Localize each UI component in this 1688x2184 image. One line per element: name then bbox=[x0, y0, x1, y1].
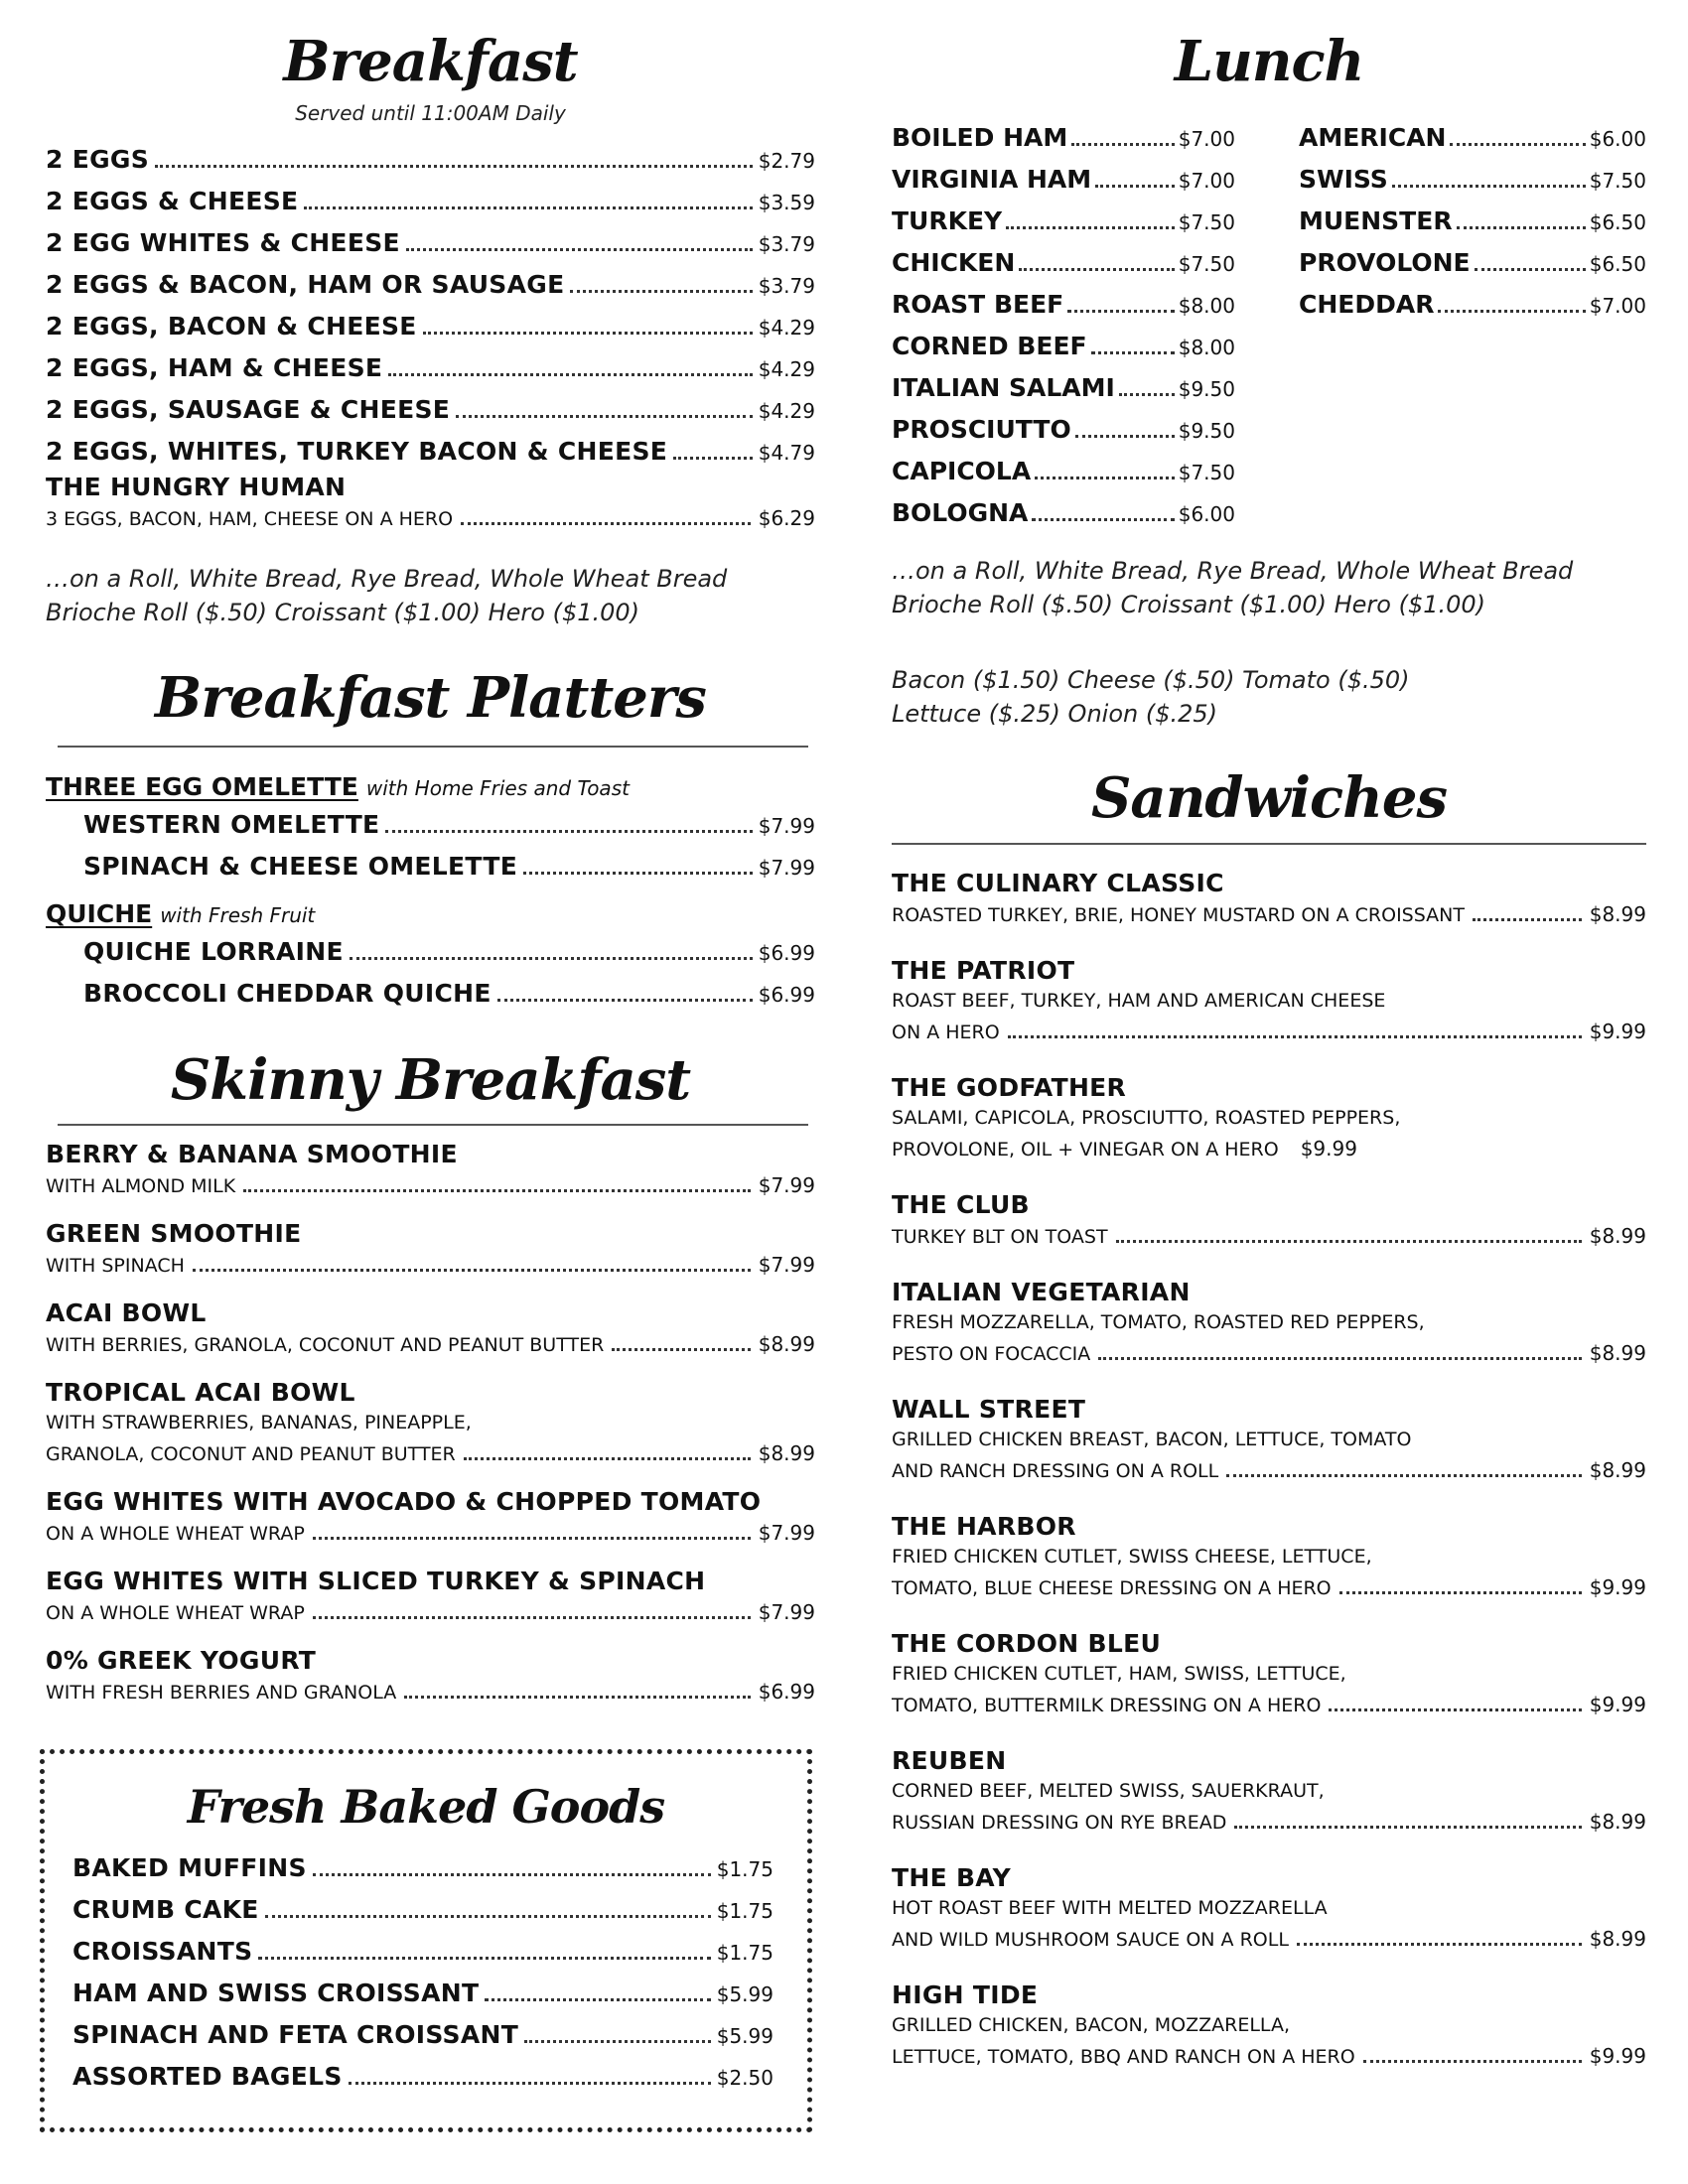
item-price: $8.00 bbox=[1178, 336, 1235, 359]
menu-item bbox=[892, 1746, 1646, 1840]
item-name: THE HUNGRY HUMAN bbox=[46, 473, 347, 501]
item-desc: GRANOLA, COCONUT AND PEANUT BUTTER bbox=[46, 1443, 456, 1465]
item-name: MUENSTER bbox=[1299, 206, 1453, 235]
divider bbox=[58, 1124, 808, 1126]
dot-leader bbox=[524, 2040, 711, 2043]
menu-item bbox=[892, 1278, 1646, 1371]
dot-leader bbox=[388, 373, 752, 376]
breakfast-list bbox=[46, 145, 815, 478]
menu-item bbox=[46, 1646, 815, 1709]
meat-item bbox=[892, 290, 1235, 332]
item-price: $7.00 bbox=[1178, 127, 1235, 151]
bread-note-line: …on a Roll, White Bread, Rye Bread, Whole Wheat Bread bbox=[892, 557, 1574, 585]
item-name: 2 EGGS & CHEESE bbox=[46, 187, 299, 215]
dot-leader bbox=[1095, 185, 1175, 188]
dot-leader bbox=[155, 165, 753, 168]
dot-leader bbox=[1457, 226, 1586, 229]
menu-item bbox=[892, 1073, 1646, 1166]
dot-leader bbox=[1075, 435, 1175, 438]
dot-leader bbox=[1006, 226, 1175, 229]
dot-leader bbox=[404, 1696, 751, 1699]
menu-item bbox=[83, 979, 815, 1021]
dot-leader bbox=[673, 457, 753, 460]
item-desc: FRIED CHICKEN CUTLET, HAM, SWISS, LETTUCE, bbox=[892, 1663, 1346, 1685]
item-name: 2 EGGS, WHITES, TURKEY BACON & CHEESE bbox=[46, 437, 668, 466]
menu-item bbox=[892, 1629, 1646, 1722]
dot-leader bbox=[1475, 268, 1586, 271]
menu-item bbox=[892, 1512, 1646, 1605]
group-title: QUICHE bbox=[46, 899, 153, 928]
item-price: $8.99 bbox=[1589, 1341, 1646, 1365]
item-name: THE BAY bbox=[892, 1863, 1011, 1892]
dot-leader bbox=[1438, 310, 1585, 313]
item-name: 2 EGG WHITES & CHEESE bbox=[46, 228, 400, 257]
menu-item bbox=[72, 2020, 774, 2062]
item-price: $7.99 bbox=[758, 1253, 815, 1277]
dot-leader bbox=[1339, 1591, 1582, 1594]
item-price: $3.79 bbox=[758, 274, 815, 298]
item-desc: GRILLED CHICKEN, BACON, MOZZARELLA, bbox=[892, 2014, 1290, 2036]
item-name: 2 EGGS bbox=[46, 145, 150, 174]
dot-leader bbox=[1019, 268, 1174, 271]
skinny-title: Skinny Breakfast bbox=[170, 1047, 691, 1113]
menu-item bbox=[83, 810, 815, 852]
dot-leader bbox=[304, 206, 752, 209]
dot-leader bbox=[1098, 1357, 1581, 1360]
item-price: $9.99 bbox=[1589, 1020, 1646, 1043]
menu-item bbox=[46, 145, 815, 187]
dot-leader bbox=[1091, 351, 1175, 354]
meat-item bbox=[892, 332, 1235, 373]
item-desc: TURKEY BLT ON TOAST bbox=[892, 1226, 1108, 1248]
item-name: CROISSANTS bbox=[72, 1937, 253, 1966]
menu-item bbox=[46, 1219, 815, 1283]
item-price: $9.50 bbox=[1178, 419, 1235, 443]
item-desc: ON A WHOLE WHEAT WRAP bbox=[46, 1523, 305, 1545]
quiche-head bbox=[46, 899, 815, 937]
meat-item bbox=[892, 373, 1235, 415]
menu-item bbox=[892, 1190, 1646, 1254]
item-desc: PESTO ON FOCACCIA bbox=[892, 1343, 1091, 1365]
item-name: 2 EGGS, SAUSAGE & CHEESE bbox=[46, 395, 451, 424]
dot-leader bbox=[313, 1873, 711, 1876]
item-name: TROPICAL ACAI BOWL bbox=[46, 1378, 355, 1407]
menu-item bbox=[72, 1895, 774, 1937]
cheese-item bbox=[1299, 123, 1646, 165]
item-name: WESTERN OMELETTE bbox=[83, 810, 380, 839]
meat-item bbox=[892, 457, 1235, 498]
item-name: AMERICAN bbox=[1299, 123, 1447, 152]
cheese-item bbox=[1299, 290, 1646, 332]
skinny-list bbox=[46, 1140, 815, 1725]
omelette-list bbox=[46, 810, 815, 893]
menu-item bbox=[46, 1487, 815, 1551]
item-name: CHEDDAR bbox=[1299, 290, 1435, 319]
item-desc: WITH SPINACH bbox=[46, 1255, 185, 1277]
item-desc-row bbox=[46, 1600, 815, 1630]
item-price: $5.99 bbox=[716, 2024, 774, 2048]
dot-leader bbox=[258, 1957, 710, 1960]
item-desc-row bbox=[892, 1575, 1646, 1605]
extras-line: Bacon ($1.50) Cheese ($.50) Tomato ($.50) bbox=[892, 666, 1410, 694]
item-price: $8.99 bbox=[1589, 1458, 1646, 1482]
dot-leader bbox=[1071, 143, 1175, 146]
item-price: $9.50 bbox=[1178, 377, 1235, 401]
item-desc-row bbox=[46, 1332, 815, 1362]
item-price: $6.99 bbox=[758, 1680, 815, 1704]
item-desc-row bbox=[892, 2044, 1646, 2074]
meat-item bbox=[892, 165, 1235, 206]
bread-note-line: Brioche Roll ($.50) Croissant ($1.00) Hero ($1.00) bbox=[892, 591, 1486, 618]
menu-item bbox=[46, 1567, 815, 1630]
platters-section bbox=[46, 665, 815, 731]
item-price: $2.79 bbox=[758, 149, 815, 173]
item-desc: ROAST BEEF, TURKEY, HAM AND AMERICAN CHEESE bbox=[892, 990, 1386, 1012]
item-desc: WITH ALMOND MILK bbox=[46, 1175, 236, 1197]
item-name: 0% GREEK YOGURT bbox=[46, 1646, 317, 1675]
dot-leader bbox=[1297, 1943, 1582, 1946]
menu-item bbox=[46, 270, 815, 312]
item-price: $4.29 bbox=[758, 357, 815, 381]
dot-leader bbox=[1226, 1474, 1582, 1477]
item-price: $6.29 bbox=[758, 506, 815, 530]
item-price: $4.29 bbox=[758, 316, 815, 340]
item-desc-row bbox=[46, 1680, 815, 1709]
item-desc: CORNED BEEF, MELTED SWISS, SAUERKRAUT, bbox=[892, 1780, 1325, 1802]
item-name: QUICHE LORRAINE bbox=[83, 937, 344, 966]
baked-goods-box bbox=[40, 1749, 812, 2132]
item-price: $8.99 bbox=[1589, 1810, 1646, 1834]
meat-item bbox=[892, 123, 1235, 165]
item-name: WALL STREET bbox=[892, 1395, 1086, 1424]
lunch-grid bbox=[892, 123, 1646, 540]
item-name: THE CULINARY CLASSIC bbox=[892, 869, 1224, 897]
sandwiches-section bbox=[892, 765, 1646, 831]
menu-item bbox=[83, 937, 815, 979]
lunch-title: Lunch bbox=[1174, 29, 1364, 94]
item-desc: ON A WHOLE WHEAT WRAP bbox=[46, 1602, 305, 1624]
item-name: HIGH TIDE bbox=[892, 1980, 1039, 2009]
baked-title: Fresh Baked Goods bbox=[187, 1780, 665, 1834]
dot-leader bbox=[423, 332, 753, 335]
dot-leader bbox=[523, 872, 753, 875]
item-price: $7.99 bbox=[758, 856, 815, 880]
item-desc-row bbox=[892, 1224, 1646, 1254]
meat-item bbox=[892, 206, 1235, 248]
cheeses-list bbox=[1299, 123, 1646, 540]
item-price: $7.50 bbox=[1178, 210, 1235, 234]
item-desc: TOMATO, BLUE CHEESE DRESSING ON A HERO bbox=[892, 1577, 1332, 1599]
item-desc: ON A HERO bbox=[892, 1022, 1000, 1043]
item-name: BAKED MUFFINS bbox=[72, 1853, 307, 1882]
breakfast-title: Breakfast bbox=[283, 29, 578, 94]
menu-item bbox=[892, 1980, 1646, 2074]
item-desc-row bbox=[892, 1020, 1646, 1049]
item-name: THE GODFATHER bbox=[892, 1073, 1127, 1102]
menu-item bbox=[892, 1863, 1646, 1957]
item-desc: WITH STRAWBERRIES, BANANAS, PINEAPPLE, bbox=[46, 1412, 472, 1433]
sandwich-list bbox=[892, 869, 1646, 2098]
item-desc: WITH FRESH BERRIES AND GRANOLA bbox=[46, 1682, 397, 1704]
menu-item bbox=[46, 312, 815, 353]
dot-leader bbox=[570, 290, 752, 293]
item-desc-row bbox=[892, 1137, 1646, 1166]
item-price: $7.50 bbox=[1178, 252, 1235, 276]
item-name: REUBEN bbox=[892, 1746, 1007, 1775]
menu-item bbox=[46, 1140, 815, 1203]
item-name: EGG WHITES WITH SLICED TURKEY & SPINACH bbox=[46, 1567, 706, 1595]
item-desc-row bbox=[892, 1693, 1646, 1722]
item-price: $1.75 bbox=[716, 1941, 774, 1965]
dot-leader bbox=[406, 248, 753, 251]
item-name: HAM AND SWISS CROISSANT bbox=[72, 1979, 480, 2007]
item-price: $2.50 bbox=[716, 2066, 774, 2090]
dot-leader bbox=[456, 415, 753, 418]
item-desc: TOMATO, BUTTERMILK DRESSING ON A HERO bbox=[892, 1695, 1322, 1716]
dot-leader bbox=[464, 1457, 751, 1460]
dot-leader bbox=[497, 999, 753, 1002]
dot-leader bbox=[1116, 1240, 1582, 1243]
quiche-list bbox=[46, 937, 815, 1021]
item-name: BROCCOLI CHEDDAR QUICHE bbox=[83, 979, 492, 1008]
item-name: BERRY & BANANA SMOOTHIE bbox=[46, 1140, 458, 1168]
menu-item bbox=[46, 187, 815, 228]
item-desc: GRILLED CHICKEN BREAST, BACON, LETTUCE, TOMATO bbox=[892, 1429, 1412, 1450]
dot-leader bbox=[1119, 393, 1175, 396]
item-name: ITALIAN SALAMI bbox=[892, 373, 1115, 402]
cheese-item bbox=[1299, 248, 1646, 290]
item-name: BOILED HAM bbox=[892, 123, 1068, 152]
item-price: $4.79 bbox=[758, 441, 815, 465]
item-price: $6.99 bbox=[758, 983, 815, 1007]
item-desc-row bbox=[892, 1927, 1646, 1957]
item-name: THE CORDON BLEU bbox=[892, 1629, 1162, 1658]
lunch-extras-note bbox=[892, 663, 1410, 731]
menu-item bbox=[892, 1395, 1646, 1488]
item-price: $6.99 bbox=[758, 941, 815, 965]
menu-item bbox=[72, 1937, 774, 1979]
item-price: $3.79 bbox=[758, 232, 815, 256]
item-price: $6.00 bbox=[1589, 127, 1646, 151]
item-desc: AND RANCH DRESSING ON A ROLL bbox=[892, 1460, 1219, 1482]
item-price: $7.00 bbox=[1178, 169, 1235, 193]
item-desc: HOT ROAST BEEF WITH MELTED MOZZARELLA bbox=[892, 1897, 1328, 1919]
item-price: $5.99 bbox=[716, 1982, 774, 2006]
omelette-head bbox=[46, 772, 815, 810]
meat-item bbox=[892, 248, 1235, 290]
item-name: EGG WHITES WITH AVOCADO & CHOPPED TOMATO bbox=[46, 1487, 762, 1516]
item-desc-row bbox=[46, 1441, 815, 1471]
dot-leader bbox=[1032, 518, 1174, 521]
dot-leader bbox=[1363, 2060, 1582, 2063]
dot-leader bbox=[243, 1189, 751, 1192]
group-title: THREE EGG OMELETTE bbox=[46, 772, 358, 801]
dot-leader bbox=[1035, 477, 1175, 479]
baked-list bbox=[45, 1853, 807, 2104]
item-desc: FRESH MOZZARELLA, TOMATO, ROASTED RED PEPPERS, bbox=[892, 1311, 1425, 1333]
menu-item bbox=[892, 869, 1646, 932]
item-price: $1.75 bbox=[716, 1899, 774, 1923]
dot-leader bbox=[349, 2082, 711, 2085]
item-desc-row bbox=[892, 1810, 1646, 1840]
item-desc: AND WILD MUSHROOM SAUCE ON A ROLL bbox=[892, 1929, 1289, 1951]
item-desc: RUSSIAN DRESSING ON RYE BREAD bbox=[892, 1812, 1227, 1834]
cheese-item bbox=[1299, 165, 1646, 206]
item-name: ITALIAN VEGETARIAN bbox=[892, 1278, 1191, 1306]
item-price: $7.99 bbox=[758, 1600, 815, 1624]
item-price: $9.99 bbox=[1589, 1693, 1646, 1716]
dot-leader bbox=[1067, 310, 1175, 313]
dot-leader bbox=[1234, 1826, 1581, 1829]
dot-leader bbox=[1392, 185, 1586, 188]
dot-leader bbox=[612, 1348, 750, 1351]
item-price: $6.50 bbox=[1589, 252, 1646, 276]
item-desc-row bbox=[892, 1341, 1646, 1371]
item-desc: FRIED CHICKEN CUTLET, SWISS CHEESE, LETTUCE, bbox=[892, 1546, 1372, 1568]
group-with: with Home Fries and Toast bbox=[365, 776, 630, 800]
menu-item bbox=[72, 1853, 774, 1895]
item-price: $7.50 bbox=[1178, 461, 1235, 484]
cheese-item bbox=[1299, 206, 1646, 248]
breakfast-subtitle: Served until 11:00AM Daily bbox=[295, 101, 566, 125]
skinny-section bbox=[46, 1047, 815, 1113]
quiche-group bbox=[46, 899, 815, 1021]
item-name: 2 EGGS, HAM & CHEESE bbox=[46, 353, 383, 382]
item-price: $7.50 bbox=[1589, 169, 1646, 193]
item-price: $9.99 bbox=[1589, 1575, 1646, 1599]
menu-item bbox=[72, 2062, 774, 2104]
item-desc: SALAMI, CAPICOLA, PROSCIUTTO, ROASTED PEPPERS, bbox=[892, 1107, 1401, 1129]
item-price: $4.29 bbox=[758, 399, 815, 423]
lunch-bread-note bbox=[892, 554, 1573, 621]
item-price: $7.99 bbox=[758, 814, 815, 838]
item-name: SWISS bbox=[1299, 165, 1388, 194]
item-price: $8.99 bbox=[1589, 902, 1646, 926]
item-name: SPINACH & CHEESE OMELETTE bbox=[83, 852, 518, 881]
item-name: ROAST BEEF bbox=[892, 290, 1064, 319]
dot-leader bbox=[1473, 918, 1582, 921]
item-name: TURKEY bbox=[892, 206, 1003, 235]
item-desc: PROVOLONE, OIL + VINEGAR ON A HERO bbox=[892, 1139, 1279, 1160]
item-desc-row bbox=[892, 902, 1646, 932]
menu-item bbox=[46, 1378, 815, 1471]
item-price: $9.99 bbox=[1589, 2044, 1646, 2068]
menu-item bbox=[46, 353, 815, 395]
hungry-human bbox=[46, 473, 815, 536]
omelette-group bbox=[46, 772, 815, 893]
item-price: $8.00 bbox=[1178, 294, 1235, 318]
item-price: $8.99 bbox=[1589, 1927, 1646, 1951]
item-desc-row bbox=[46, 506, 815, 536]
menu-item bbox=[46, 1298, 815, 1362]
item-price: $8.99 bbox=[758, 1441, 815, 1465]
dot-leader bbox=[461, 522, 751, 525]
menu-item bbox=[83, 852, 815, 893]
item-name: 2 EGGS, BACON & CHEESE bbox=[46, 312, 417, 341]
lunch-section bbox=[892, 29, 1646, 94]
item-name: CHICKEN bbox=[892, 248, 1016, 277]
dot-leader bbox=[1329, 1708, 1581, 1711]
bread-note-line: Brioche Roll ($.50) Croissant ($1.00) Hero ($1.00) bbox=[46, 599, 640, 626]
item-name: ASSORTED BAGELS bbox=[72, 2062, 343, 2091]
item-name: CRUMB CAKE bbox=[72, 1895, 259, 1924]
dot-leader bbox=[1450, 143, 1585, 146]
item-name: CAPICOLA bbox=[892, 457, 1032, 485]
menu-item bbox=[72, 1979, 774, 2020]
dot-leader bbox=[1008, 1035, 1582, 1038]
item-name: GREEN SMOOTHIE bbox=[46, 1219, 302, 1248]
divider bbox=[58, 746, 808, 748]
item-price: $9.99 bbox=[1300, 1137, 1357, 1160]
dot-leader bbox=[485, 1998, 710, 2001]
item-desc: WITH BERRIES, GRANOLA, COCONUT AND PEANUT BUTTER bbox=[46, 1334, 605, 1356]
meat-item bbox=[892, 415, 1235, 457]
extras-line: Lettuce ($.25) Onion ($.25) bbox=[892, 700, 1218, 728]
meat-item bbox=[892, 498, 1235, 540]
dot-leader bbox=[385, 830, 752, 833]
item-price: $7.99 bbox=[758, 1173, 815, 1197]
item-name: ACAI BOWL bbox=[46, 1298, 207, 1327]
item-price: $3.59 bbox=[758, 191, 815, 214]
dot-leader bbox=[313, 1616, 751, 1619]
item-desc: ROASTED TURKEY, BRIE, HONEY MUSTARD ON A CROISSANT bbox=[892, 904, 1465, 926]
item-name: PROSCIUTTO bbox=[892, 415, 1071, 444]
item-desc: 3 EGGS, BACON, HAM, CHEESE ON A HERO bbox=[46, 508, 454, 530]
item-name: THE PATRIOT bbox=[892, 956, 1075, 985]
item-name: BOLOGNA bbox=[892, 498, 1029, 527]
item-price: $8.99 bbox=[758, 1332, 815, 1356]
item-desc-row bbox=[46, 1173, 815, 1203]
item-name: CORNED BEEF bbox=[892, 332, 1087, 360]
dot-leader bbox=[350, 957, 753, 960]
platters-title: Breakfast Platters bbox=[155, 665, 706, 731]
bread-note-line: …on a Roll, White Bread, Rye Bread, Whole Wheat Bread bbox=[46, 565, 728, 593]
breakfast-section bbox=[46, 29, 815, 125]
item-name: VIRGINIA HAM bbox=[892, 165, 1092, 194]
sandwiches-title: Sandwiches bbox=[1090, 765, 1448, 831]
item-price: $6.00 bbox=[1178, 502, 1235, 526]
item-name: THE CLUB bbox=[892, 1190, 1030, 1219]
item-price: $7.99 bbox=[758, 1521, 815, 1545]
item-desc-row bbox=[46, 1253, 815, 1283]
item-price: $8.99 bbox=[1589, 1224, 1646, 1248]
item-desc-row bbox=[46, 1521, 815, 1551]
dot-leader bbox=[265, 1915, 711, 1918]
dot-leader bbox=[313, 1537, 751, 1540]
breakfast-bread-note bbox=[46, 562, 727, 629]
menu-item bbox=[892, 956, 1646, 1049]
item-desc: LETTUCE, TOMATO, BBQ AND RANCH ON A HERO bbox=[892, 2046, 1355, 2068]
item-price: $7.00 bbox=[1589, 294, 1646, 318]
item-name: THE HARBOR bbox=[892, 1512, 1076, 1541]
dot-leader bbox=[193, 1269, 751, 1272]
item-price: $1.75 bbox=[716, 1857, 774, 1881]
item-name: PROVOLONE bbox=[1299, 248, 1471, 277]
item-price: $6.50 bbox=[1589, 210, 1646, 234]
group-with: with Fresh Fruit bbox=[160, 903, 316, 927]
meats-list bbox=[892, 123, 1235, 540]
menu-item bbox=[46, 228, 815, 270]
item-name: SPINACH AND FETA CROISSANT bbox=[72, 2020, 519, 2049]
menu-item bbox=[46, 395, 815, 437]
item-name: 2 EGGS & BACON, HAM OR SAUSAGE bbox=[46, 270, 565, 299]
divider bbox=[892, 843, 1646, 845]
item-desc-row bbox=[892, 1458, 1646, 1488]
